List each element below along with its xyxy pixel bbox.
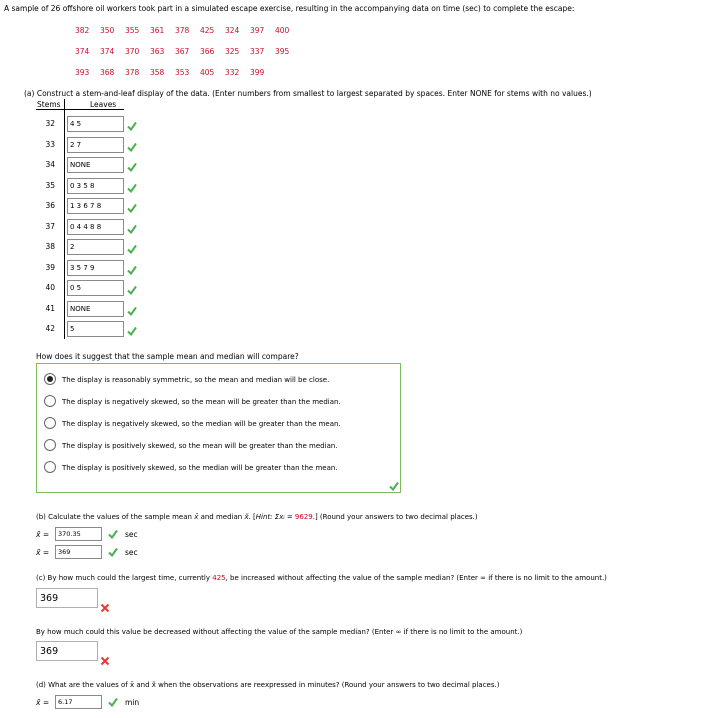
data-value: 337: [250, 47, 265, 56]
stem-value: 32: [45, 119, 55, 128]
part-d-mean-label: x̄ =: [36, 698, 50, 707]
data-row-2: [75, 47, 300, 63]
check-icon: [127, 203, 137, 213]
hint-value: 9629: [294, 513, 313, 521]
stem-value: 41: [45, 303, 55, 313]
option-radio-4[interactable]: [44, 439, 56, 451]
data-value: 374: [100, 47, 115, 56]
data-value: 355: [125, 26, 140, 35]
part-d-mean-input[interactable]: 6.17: [55, 695, 102, 709]
leaf-input[interactable]: 2: [67, 239, 124, 255]
option-label-1: The display is reasonably symmetric, so the mean and median will be close.: [62, 376, 330, 384]
data-value: 425: [200, 26, 215, 35]
data-value: 332: [225, 68, 240, 77]
option-label-5: The display is positively skewed, so the median will be greater than the mean.: [62, 464, 338, 472]
stem-value: 33: [45, 139, 55, 149]
check-icon: [127, 244, 137, 254]
check-icon: [127, 142, 137, 152]
data-value: 368: [100, 68, 115, 77]
check-icon: [108, 547, 118, 557]
check-icon: [127, 285, 137, 295]
stem-value: 39: [45, 262, 55, 272]
part-a-prompt: (a) Construct a stem-and-leaf display of the data. (Enter numbers from smallest to largest separated by spaces. Enter NONE for stems with no values.): [24, 89, 592, 98]
data-value: 370: [125, 47, 140, 56]
data-value: 382: [75, 26, 90, 35]
leaves-header: Leaves: [90, 100, 117, 109]
data-value: 324: [225, 26, 240, 35]
leaf-input[interactable]: 2 7: [67, 137, 124, 153]
mc-question: How does it suggest that the sample mean and median will compare?: [36, 352, 299, 361]
data-value: 366: [200, 47, 215, 56]
part-d-unit: min: [125, 698, 140, 707]
mean-unit: sec: [125, 530, 138, 539]
median-input[interactable]: 369: [55, 545, 102, 559]
incorrect-icon: [100, 603, 110, 613]
part-b-prompt-mid: and median: [198, 513, 245, 521]
stem-value: 36: [45, 201, 55, 210]
leaf-input[interactable]: 0 3 5 8: [67, 178, 124, 194]
data-value: 378: [125, 68, 140, 77]
data-value: 367: [175, 47, 190, 56]
data-value: 395: [275, 47, 290, 56]
leaf-input[interactable]: 0 4 4 8 8: [67, 219, 124, 235]
check-icon: [108, 529, 118, 539]
part-d-prompt: (d) What are the values of x̄ and x̃ when the observations are reexpressed in minutes? (Round your answers to two decimal places.): [36, 681, 500, 689]
median-label: x̃ =: [36, 548, 50, 557]
leaf-input[interactable]: NONE: [67, 157, 124, 173]
leaf-input[interactable]: 1 3 6 7 8: [67, 198, 124, 214]
check-icon: [127, 183, 137, 193]
option-radio-1[interactable]: [44, 373, 56, 385]
stem-value: 34: [45, 160, 55, 169]
data-value: 397: [250, 26, 265, 35]
problem-intro: A sample of 26 offshore oil workers took part in a simulated escape exercise, resulting in the accompanying data on time (sec) to complete the escape:: [4, 4, 575, 13]
leaf-input[interactable]: 4 5: [67, 116, 124, 132]
decrease-amount-input[interactable]: 369: [36, 641, 98, 661]
stem-value: 37: [45, 221, 55, 231]
option-label-3: The display is negatively skewed, so the median will be greater than the mean.: [62, 420, 341, 428]
header-underline: [36, 109, 124, 110]
leaf-input[interactable]: 0 5: [67, 280, 124, 296]
option-radio-5[interactable]: [44, 461, 56, 473]
option-label-2: The display is negatively skewed, so the mean will be greater than the median.: [62, 398, 341, 406]
stem-divider: [64, 99, 65, 339]
data-value: 378: [175, 26, 190, 35]
leaf-input[interactable]: 5: [67, 321, 124, 337]
part-c-prompt-pre: (c) By how much could the largest time, currently: [36, 574, 213, 582]
data-value: 400: [275, 26, 290, 35]
leaf-input[interactable]: 3 5 7 9: [67, 260, 124, 276]
mc-options-box: [36, 363, 401, 493]
mean-input[interactable]: 370.35: [55, 527, 102, 541]
data-value: 405: [200, 68, 215, 77]
check-icon: [127, 224, 137, 234]
data-value: 399: [250, 68, 265, 77]
part-b-hint-pre: . [: [248, 513, 256, 521]
xtilde-symbol: x̃: [244, 513, 249, 521]
check-icon: [127, 326, 137, 336]
data-value: 358: [150, 68, 165, 77]
leaf-input[interactable]: NONE: [67, 301, 124, 317]
part-b-prompt-pre: (b) Calculate the values of the sample mean: [36, 513, 195, 521]
check-icon: [127, 162, 137, 172]
check-icon: [127, 265, 137, 275]
data-row-3: [75, 68, 275, 84]
part-c-prompt-2: By how much could this value be decreased without affecting the value of the sample median? (Enter ∞ if there is no limit to the amount.): [36, 628, 523, 636]
data-row-1: [75, 26, 300, 42]
data-value: 363: [150, 47, 165, 56]
check-icon: [389, 481, 399, 491]
option-label-4: The display is positively skewed, so the mean will be greater than the median.: [62, 442, 338, 450]
stem-value: 42: [45, 324, 55, 333]
check-icon: [127, 121, 137, 131]
part-b-prompt: [36, 513, 478, 521]
option-radio-2[interactable]: [44, 395, 56, 407]
part-c-prompt-post: , be increased without affecting the value of the sample median? (Enter ∞ if there is no limit to the amount.): [225, 574, 607, 582]
option-radio-3[interactable]: [44, 417, 56, 429]
data-value: 374: [75, 47, 90, 56]
hint-sum: Σxᵢ =: [272, 513, 295, 521]
data-value: 325: [225, 47, 240, 56]
xbar-symbol: x̄: [194, 513, 199, 521]
stem-value: 35: [45, 180, 55, 190]
data-value: 361: [150, 26, 165, 35]
data-value: 353: [175, 68, 190, 77]
stems-header: Stems: [37, 100, 61, 109]
incorrect-icon: [100, 656, 110, 666]
part-b-prompt-post: .] (Round your answers to two decimal places.): [312, 513, 478, 521]
data-value: 393: [75, 68, 90, 77]
hint-label: Hint:: [255, 513, 273, 521]
check-icon: [108, 697, 118, 707]
mean-label: x̄ =: [36, 530, 50, 539]
part-c-prompt: [36, 574, 607, 582]
increase-amount-input[interactable]: 369: [36, 588, 98, 608]
data-value: 350: [100, 26, 115, 35]
stem-value: 38: [45, 242, 55, 251]
largest-time-value: 425: [212, 574, 226, 582]
stem-value: 40: [45, 283, 55, 292]
check-icon: [127, 306, 137, 316]
median-unit: sec: [125, 548, 138, 557]
